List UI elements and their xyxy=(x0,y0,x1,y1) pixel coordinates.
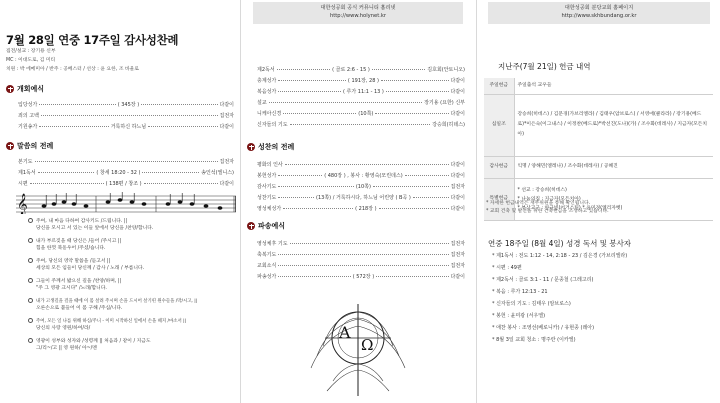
svg-text:Ω: Ω xyxy=(361,336,374,354)
reading-item: * 시편 : 49편 xyxy=(492,265,522,271)
psalm-verse: 주여, 모든 일 나를 위해 하심/주니 - 이미 시작하신 일에서 손을 떼지 /마소서 || xyxy=(28,318,186,325)
alpha-omega-emblem-icon xyxy=(303,286,413,401)
psalm-verse: 세상의 모든 임들이 당신께 / 감사 / 노래 / 부릅니다. xyxy=(36,266,145,271)
psalm-verse: 주여, 내 마음 다하여 감사키도 /드립니다. || xyxy=(28,218,127,225)
order-row: 영성체후 기도 집전자 xyxy=(257,241,465,247)
ministers-line: 치원 : 박 에메미아 / 반주 : 공베스터 / 선상 : 윤 요한, 조 바울로 xyxy=(6,67,139,72)
holynet-banner: 대한성공회 공식 커뮤니티 홈리넷 http://www.holynet.kr xyxy=(253,2,463,24)
bulletin-column-2 xyxy=(241,0,474,403)
order-row: 층계성가 ( 191장, 28 ) 다같이 xyxy=(257,78,466,84)
svg-text:𝄞: 𝄞 xyxy=(17,194,28,214)
verse-marker-icon xyxy=(28,318,33,323)
parish-homepage-banner: 대한성공회 분당교회 홈페이지 http://www.skhbundang.or.kr xyxy=(488,2,710,24)
dismissal-section-title: 파송예식 xyxy=(247,221,285,231)
service-title: 7월 28일 연중 17주일 감사성찬례 xyxy=(6,33,179,47)
table-row: 특별헌금 * 선교 : 강승희(히데스) * 나눔의집 : 지금자(모든치아) * 부산교구 : 한규빈(어거스틴) * 윤미경(엘리자벳) xyxy=(484,178,713,220)
order-row: 성찬기도 (13쪽) / 거룩하시다, 하느님 어린양 ( B곡 ) 다같이 xyxy=(257,195,465,201)
svg-text:A: A xyxy=(339,323,351,342)
reading-item: * 봉헌 : 윤미광 (서우엘) xyxy=(492,313,546,319)
order-row: 신자들의 기도 강승희(히데스) xyxy=(257,122,465,128)
order-row: 니케아신경 (10쪽) 다같이 xyxy=(257,111,466,117)
verse-marker-icon xyxy=(28,338,33,343)
order-row: 봉헌성가 ( 480장 ) , 봉사 : 황영숙(모린데스) 다같이 xyxy=(257,173,466,179)
eucharist-section-title: 성찬의 전례 xyxy=(247,142,294,152)
cross-icon xyxy=(6,142,14,150)
reading-item: * 8월 3일 교회 청소 : 명주란 (이카엘) xyxy=(492,337,576,343)
order-row: 복음성가 ( 루가 11:1 - 13 ) 다같이 xyxy=(257,89,466,95)
order-row: 제2독서 ( 골로 2:6 - 15 ) 김호회(안토니오) xyxy=(257,67,465,73)
cross-icon xyxy=(247,143,255,151)
psalm-verse: 그들이 주께서 밟으신 길을 /찬양/하며, || xyxy=(28,278,121,285)
verse-marker-icon xyxy=(28,258,33,263)
order-row: 교회소식 집전자 xyxy=(257,263,465,269)
verse-marker-icon xyxy=(28,278,33,283)
psalm-verse: 내가 고생길을 걸을 때에 이 몸 살려 주시며 손을 드시어 살기띤 원수들을 /막/시고, || xyxy=(28,298,197,305)
order-row: 영성체성가 ( 218장 ) 다같이 xyxy=(257,206,465,212)
psalm-verse: 당신의 사랑 영원/하여/라/ xyxy=(36,326,91,331)
mc-line: MC : 이대도로, 김 미티 xyxy=(6,58,56,63)
gloria-patri: 영광이 성부와 성자와 /성령께 || 처음과 / 같이 / 지금도 xyxy=(28,338,150,345)
celebrant-line: 집전/설교 : 장기용 신부 xyxy=(6,49,56,54)
psalm-chant-staff xyxy=(16,192,236,214)
reading-item: * 제1독서 : 전도 1:12 - 14, 2:18 - 23 / 김은경 (가브리엘라) xyxy=(492,253,628,259)
psalm-verse: 주여, 당신의 영약 말씀을 /듣고서 || xyxy=(28,258,110,265)
psalm-verse: 내가 부르짖을 때 당신은 /들어 /주시고 || xyxy=(28,238,121,245)
reading-item: * 제2독서 : 골로 3:1 - 11 / 문종철 (그레고리) xyxy=(492,277,594,283)
reading-item: * 신자들의 기도 : 김태우 (암브로스) xyxy=(492,301,571,307)
order-row: 평화의 인사 다같이 xyxy=(257,162,465,168)
order-row: 파송성가 ( 572장 ) 다같이 xyxy=(257,274,466,280)
divider-2 xyxy=(476,0,477,403)
offering-note: * 교회 건축 및 발전을 위한 건축헌금을 조성하고 있습니다. xyxy=(486,209,609,214)
reading-item: * 애찬 봉사 : 조영선(베로니카) / 유현종 (레아) xyxy=(492,325,595,331)
table-row: 감사헌금 익명 / 양해민(엘레나) / 조수화(데레사) / 공혜진 xyxy=(484,156,713,178)
gloria-patri: 그/리~/고 || 영 원하/ 아~/멘 xyxy=(36,346,97,351)
word-section-title: 말씀의 전례 xyxy=(6,141,53,151)
psalm-verse: "주 그 영광 크시다" /노래/합니다. xyxy=(36,286,107,291)
cross-icon xyxy=(247,222,255,230)
table-row: 십일조 강승희(히데스) / 김문경(가브리엘라) / 김태우(암브로스) / 서영애(클라라) / 장기용(베드로)*이은숙(이그내스) / 이정찬(베드로)*박선진(도나)(가) / 조수화(데레사) / 지금자(모든치아) xyxy=(484,94,713,156)
order-row: 죄의 고백 집전자 xyxy=(18,113,234,119)
order-row: 시편 ( 138편 / 창조 ) 다같이 xyxy=(18,181,234,187)
reading-item: * 복음 : 루가 12:13 - 21 xyxy=(492,289,548,295)
order-row: 설교 장기용 (요한) 신부 xyxy=(257,100,465,106)
order-row: 제1독서 ( 창세 18:20 - 32 ) 송인석(엘니스) xyxy=(18,170,234,176)
reading-title: 연중 18주일 (8월 4일) 성경 독서 및 봉사자 xyxy=(488,239,632,248)
opening-section-title: 개회예식 xyxy=(6,84,44,94)
bulletin-column-3 xyxy=(478,0,720,403)
bulletin-column-1 xyxy=(0,0,240,403)
order-row: 감사기도 (10쪽) 집전자 xyxy=(257,184,465,190)
psalm-verse: 당신을 모시고 서 있는 이들 앞에서 당신을 /찬양/합니다. xyxy=(36,226,154,231)
table-row: 주일헌금 주일출석 교우들 xyxy=(484,78,713,94)
psalm-verse: 힘을 한껏 북돋우어 /주셨/습니다. xyxy=(36,246,106,251)
verse-marker-icon xyxy=(28,298,33,303)
order-row: 입당성가 ( 345장 ) 다같이 xyxy=(18,102,235,108)
order-row: 기원송가 거룩하신 하느님 다같이 xyxy=(18,124,235,130)
offering-note: * 자세한 헌금내역은 재무위원을 통해 확인됩니다. xyxy=(486,201,591,206)
verse-marker-icon xyxy=(28,218,33,223)
offering-title: 지난주(7월 21일) 헌금 내역 xyxy=(498,62,591,71)
order-row: 본기도 집전자 xyxy=(18,159,234,165)
order-row: 축복기도 집전자 xyxy=(257,252,465,258)
psalm-verse: 오른손으로 불들어 이 몸 구해 /주십/니다. xyxy=(36,306,123,311)
cross-icon xyxy=(6,85,14,93)
verse-marker-icon xyxy=(28,238,33,243)
